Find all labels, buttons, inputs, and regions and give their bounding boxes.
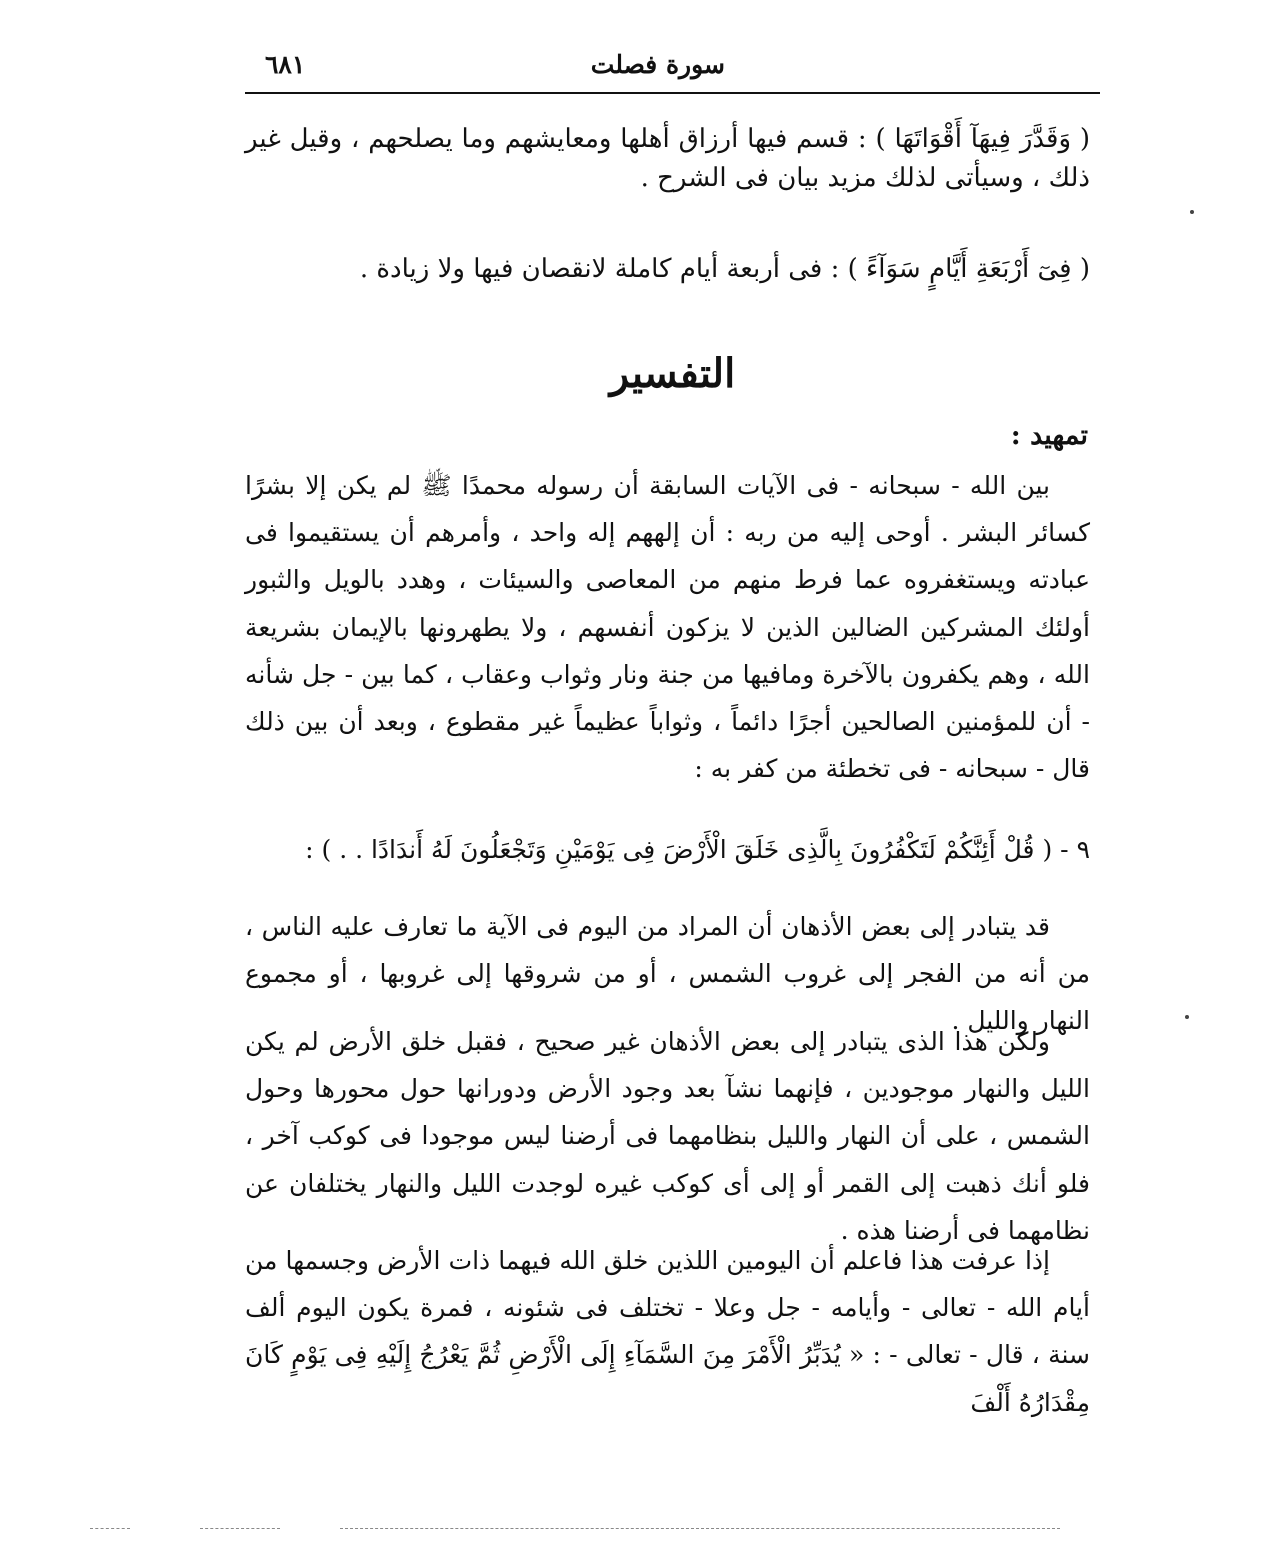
subheading: تمهيد : [1010,420,1088,451]
header-rule [245,92,1100,94]
paragraph: ولكن هذا الذى يتبادر إلى بعض الأذهان غير صحيح ، فقبل خلق الأرض لم يكن الليل والنهار موجودين ، فإنهما نشآ بعد وجود الأرض ودورانها حول محورها وحول الشمس ، على أن النهار والليل بنظامهما فى أرضنا ليس موجودا فى كوكب آخر ، فلو أنك ذهبت إلى القمر أو إلى أى كوكب غيره لوجدت الليل والنهار يختلفان عن نظامهما فى أرضنا هذه . [245,1027,1090,1245]
section-title: التفسير [609,350,736,397]
glossary-entry: ( فِىٓ أَرْبَعَةِ أَيَّامٍ سَوَآءً ) : فى أربعة أيام كاملة لانقصان فيها ولا زيادة . [359,254,1090,284]
intro-paragraph: بين الله - سبحانه - فى الآيات السابقة أن رسوله محمدًا ﷺ لم يكن إلا بشرًا كسائر البشر . أوحى إليه من ربه : أن إلههم إله واحد ، وأمرهم أن يستقيموا فى عبادته ويستغفروه عما فرط منهم من المعاصى والسيئات ، وهدد بالويل والثبور أولئك المشركين الضالين الذين لا يزكون أنفسهم ، ولا يطهرونها بالإيمان بشريعة الله ، وهم يكفرون بالآخرة ومافيها من جنة ونار وثواب وعقاب ، كما بين - جل شأنه - أن للمؤمنين الصالحين أجرًا دائماً ، وثواباً عظيماً غير مقطوع ، وبعد أن بين ذلك قال - سبحانه - فى تخطئة من كفر به : [245,471,1090,784]
scan-artifact [90,1528,130,1529]
paragraph: قد يتبادر إلى بعض الأذهان أن المراد من اليوم فى الآية ما تعارف عليه الناس ، من أنه من الفجر إلى غروب الشمس ، أو من شروقها إلى غروبها ، أو مجموع النهار والليل . [245,912,1090,1036]
page-number: ٦٨١ [265,50,306,79]
scan-artifact [1185,1015,1189,1019]
surah-title: سورة فصلت [590,50,725,79]
verse-line: ٩ - ( قُلْ أَئِنَّكُمْ لَتَكْفُرُونَ بِالَّذِى خَلَقَ الْأَرْضَ فِى يَوْمَيْنِ وَتَجْعَلُونَ لَهُ أَندَادًا . . ) : [305,835,1090,864]
paragraph: إذا عرفت هذا فاعلم أن اليومين اللذين خلق الله فيهما ذات الأرض وجسمها من أيام الله - تعالى - وأيامه - جل وعلا - تختلف فى شئونه ، فمرة يكون اليوم ألف سنة ، قال - تعالى - : « يُدَبِّرُ الْأَمْرَ مِنَ السَّمَآءِ إِلَى الْأَرْضِ ثُمَّ يَعْرُجُ إِلَيْهِ فِى يَوْمٍ كَانَ مِقْدَارُهُ أَلْفَ [245,1246,1090,1417]
scan-artifact [1190,210,1194,214]
page-header [245,42,1100,90]
scan-artifact [340,1528,1060,1529]
glossary-entry: ( وَقَدَّرَ فِيهَآ أَقْوَاتَهَا ) : قسم فيها أرزاق أهلها ومعايشهم وما يصلحهم ، وقيل غير ذلك ، وسيأتى لذلك مزيد بيان فى الشرح . [245,124,1090,193]
scan-artifact [200,1528,280,1529]
